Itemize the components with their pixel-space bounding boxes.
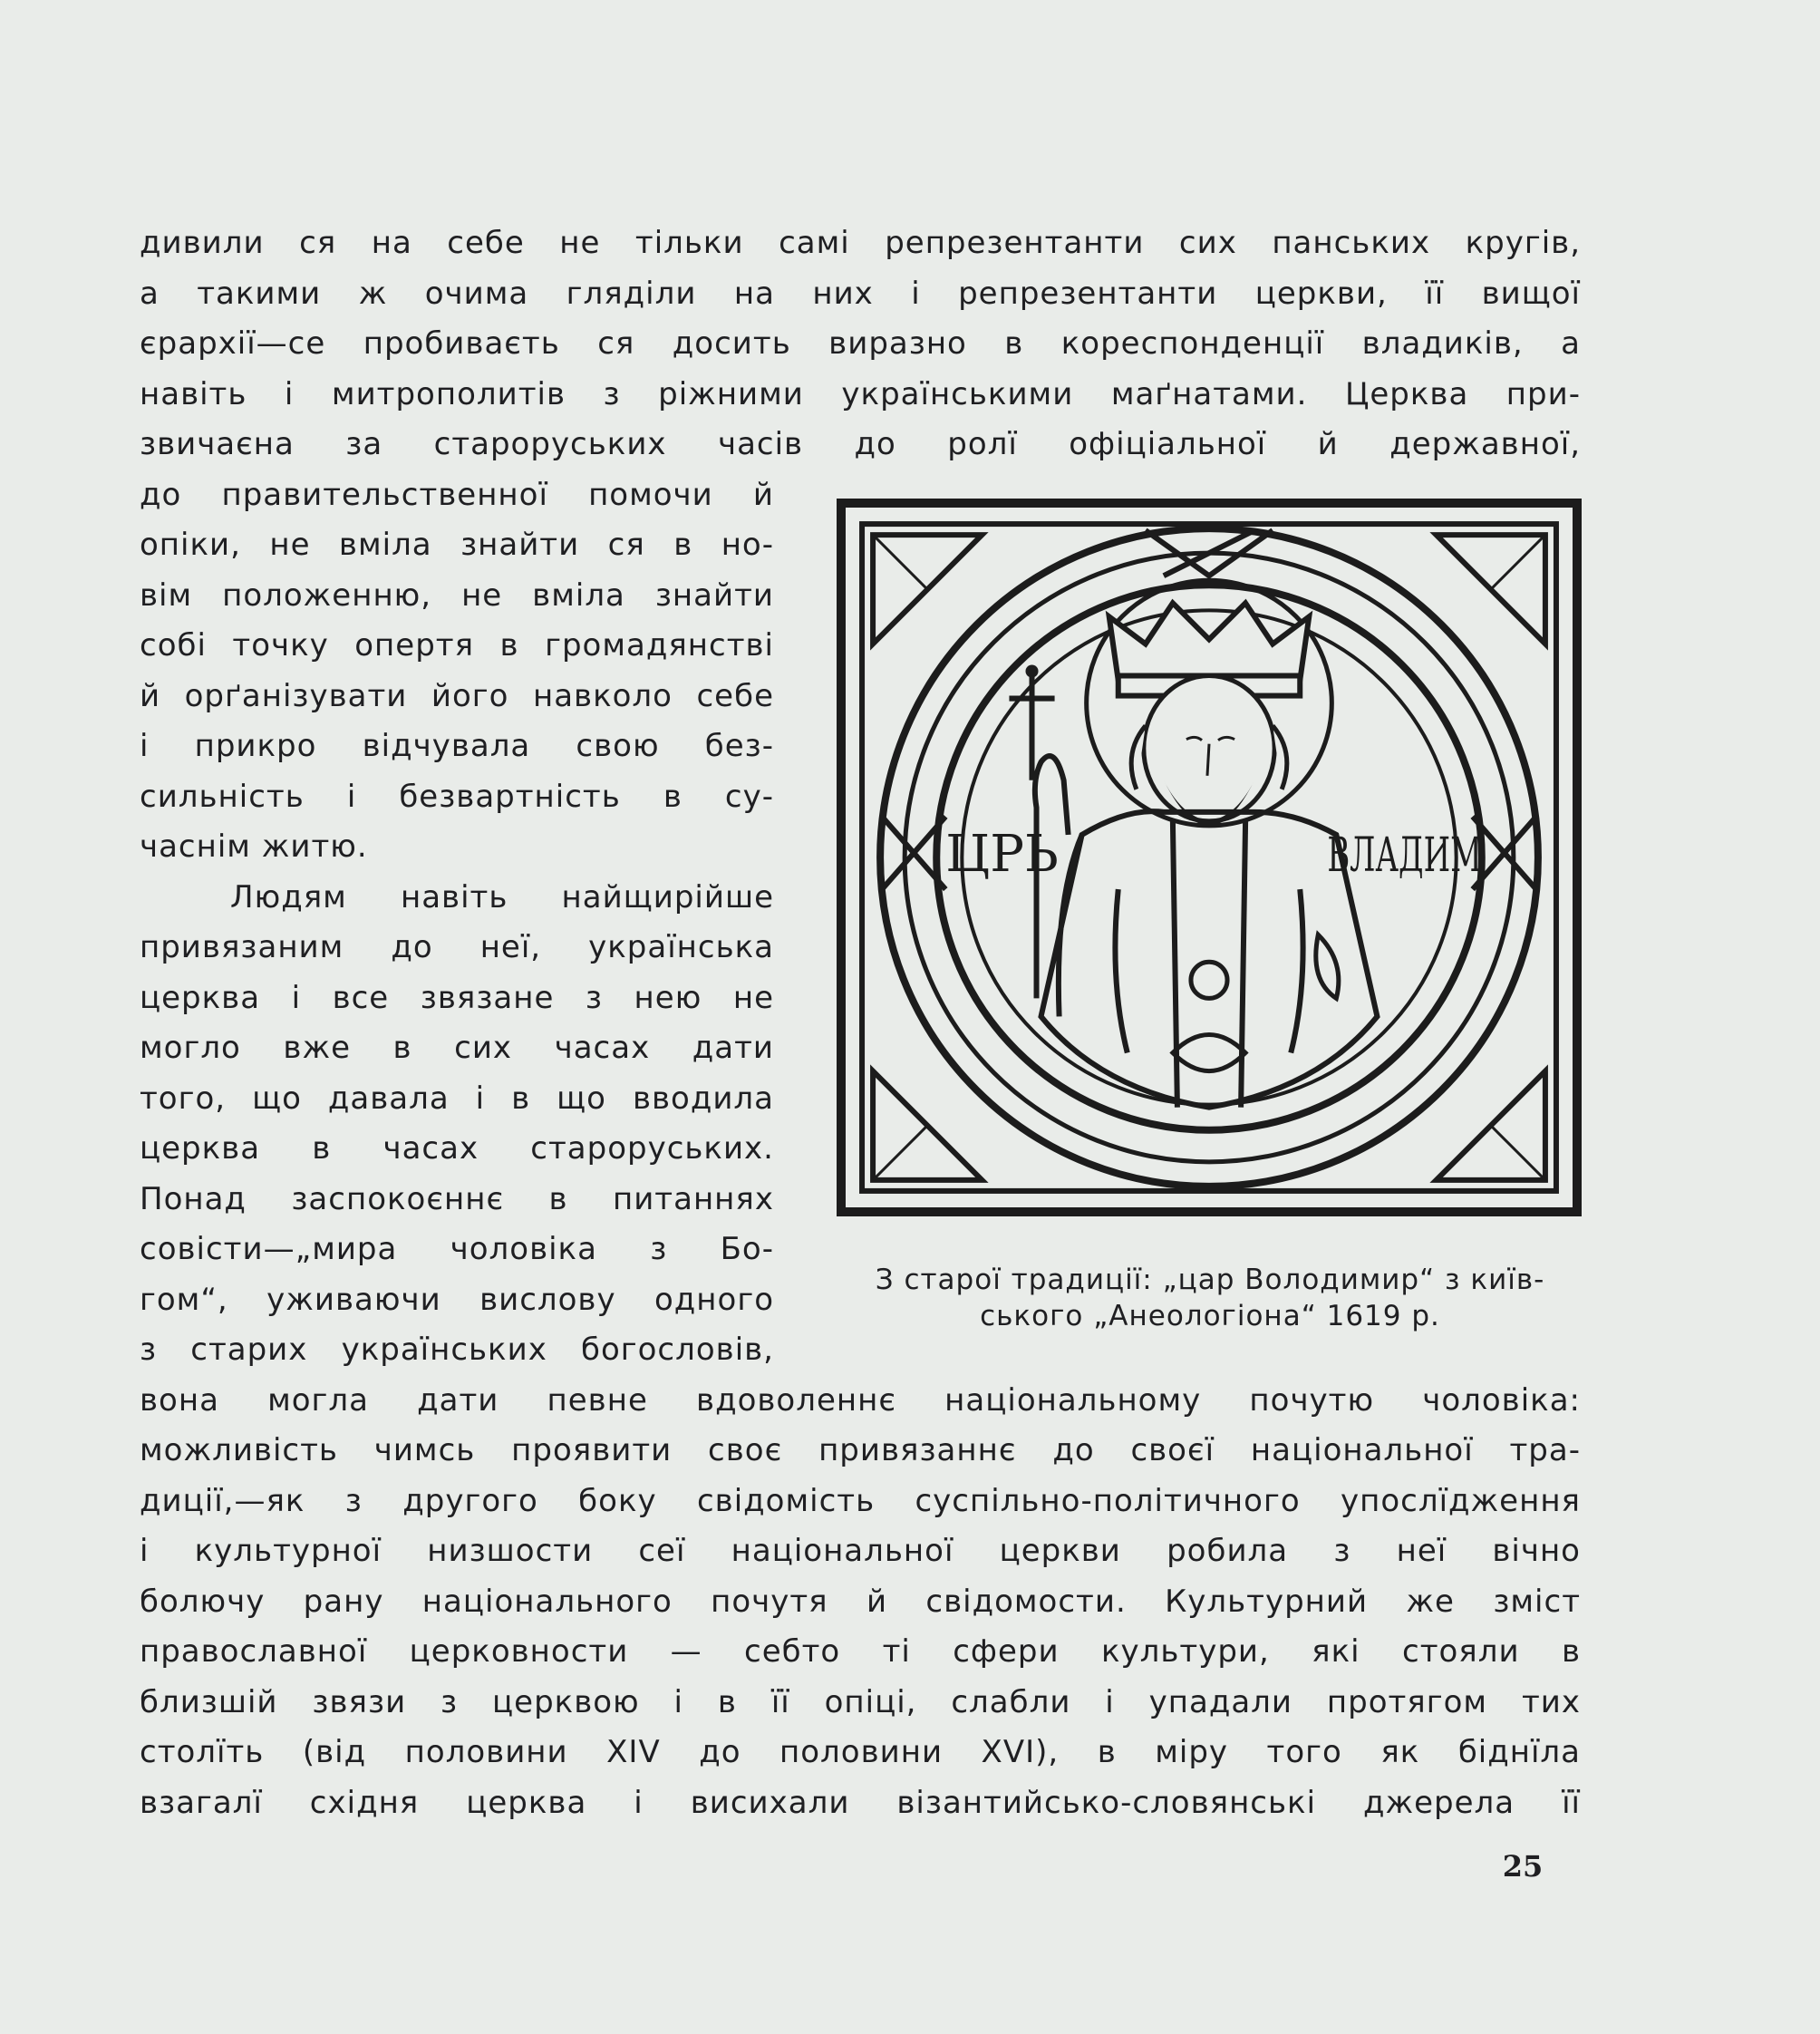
text-line: єрархії—се пробиваєть ся досить виразно в кореспонденції владиків, а [140, 325, 1581, 362]
text-line: столїть (від половини XIV до половини XVI), в міру того як біднїла [140, 1734, 1581, 1770]
text-line: звичаєна за староруських часів до ролї офіціальної й державної, [140, 426, 1581, 462]
text-line: привязаним до неї, українська [140, 929, 774, 965]
text-line: церква в часах староруських. [140, 1130, 774, 1167]
text-line: і прикро відчувала свою без- [140, 728, 774, 764]
woodcut-illustration [837, 499, 1582, 1216]
text-line: Понад заспокоєннє в питаннях [140, 1181, 774, 1217]
page-number: 25 [1502, 1849, 1544, 1884]
text-line: з старих українських богословів, [140, 1332, 774, 1368]
text-line: навіть і митрополитів з ріжними українськими маґнатами. Церква при- [140, 376, 1581, 412]
text-line: взагалї східня церква і висихали візантийсько-словянські джерела її [140, 1785, 1581, 1821]
text-line: совісти—„мира чоловіка з Бо- [140, 1231, 774, 1267]
text-line: вім положенню, не вміла знайти [140, 577, 774, 614]
inscription-left: ЦРЬ [945, 825, 1059, 885]
text-line: дивили ся на себе не тільки самі репрезентанти сих панських кругів, [140, 225, 1581, 261]
text-line: собі точку опертя в громадянстві [140, 627, 774, 663]
text-line: диції,—як з другого боку свідомість суспільно-політичного упослїдження [140, 1483, 1581, 1519]
text-line: і культурної низшости сеї національної церкви робила з неї вічно [140, 1533, 1581, 1569]
text-line: й орґанізувати його навколо себе [140, 678, 774, 714]
text-line: можливість чимсь проявити своє привязаннє до своєї національної тра- [140, 1432, 1581, 1468]
text-line: церква і все звязане з нею не [140, 980, 774, 1016]
text-line: опіки, не вміла знайти ся в но- [140, 527, 774, 563]
text-line: часнім житю. [140, 828, 368, 865]
text-line: православної церковности — себто ті сфери культури, які стояли в [140, 1633, 1581, 1670]
figure-caption-line: З старої традиції: „цар Володимир“ з київ- [875, 1264, 1545, 1296]
saint-volodymyr-woodcut [846, 508, 1573, 1207]
text-line: а такими ж очима гляділи на них і репрезентанти церкви, її вищої [140, 276, 1581, 312]
text-line: гом“, уживаючи вислову одного [140, 1282, 774, 1318]
text-line: вона могла дати певне вдоволеннє національному почутю чоловіка: [140, 1382, 1581, 1419]
figure-caption-line: ського „Анеологіона“ 1619 р. [980, 1300, 1440, 1332]
text-line: Людям навіть найщирійше [230, 879, 774, 915]
text-line: могло вже в сих часах дати [140, 1030, 774, 1066]
text-line: близшій звязи з церквою і в її опіці, слабли і упадали протягом тих [140, 1684, 1581, 1720]
text-line: того, що давала і в що вводила [140, 1080, 774, 1117]
text-line: болючу рану національного почутя й свідомости. Культурний же зміст [140, 1584, 1581, 1620]
inscription-right: ВЛАДИМ [1327, 828, 1482, 884]
text-line: до правительственної помочи й [140, 477, 774, 513]
text-line: сильність і безвартність в су- [140, 779, 774, 815]
